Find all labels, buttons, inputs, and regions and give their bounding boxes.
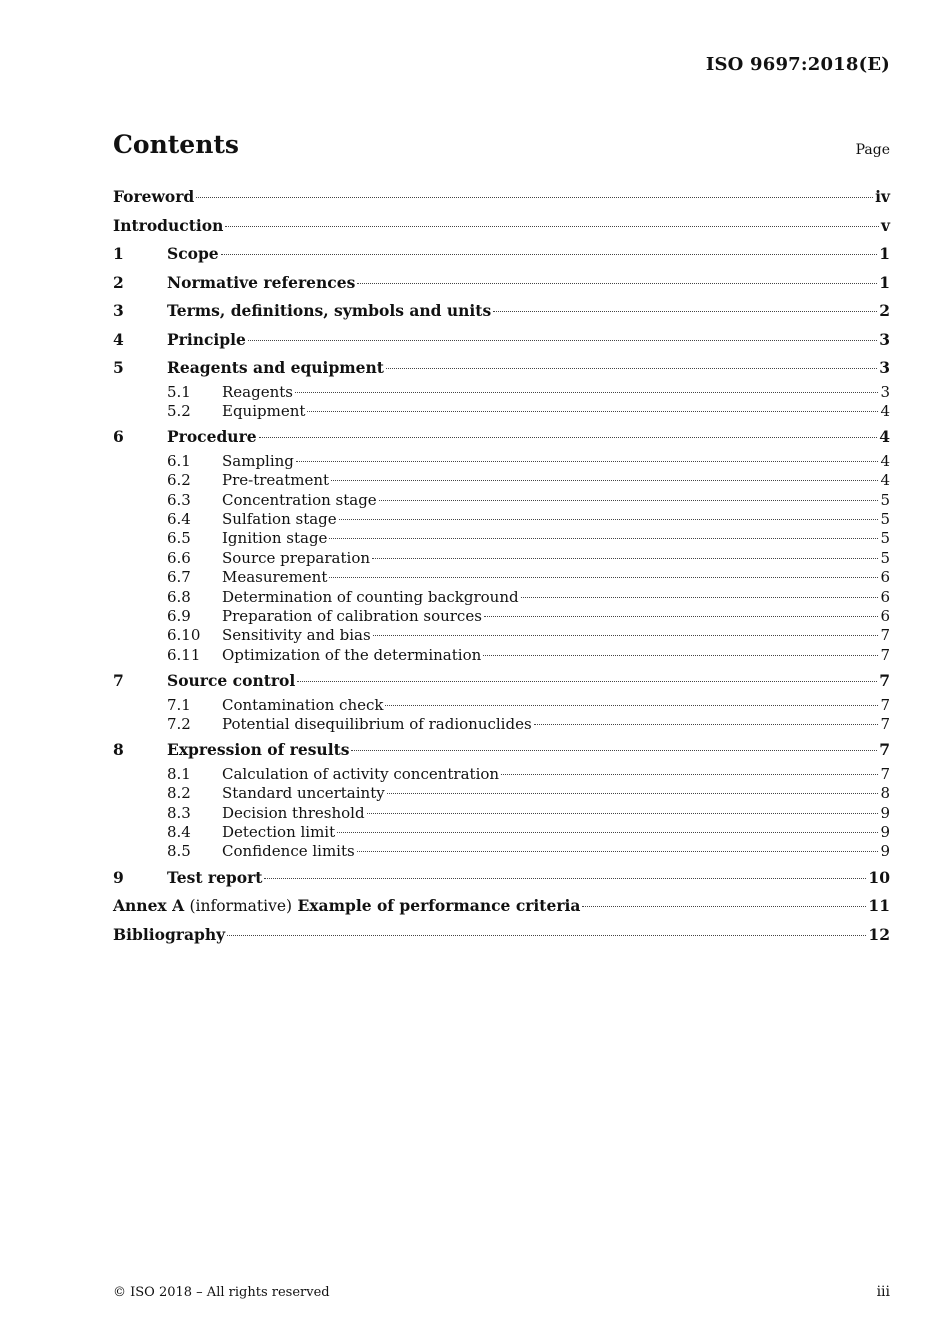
toc-entry-number: 4 (113, 329, 124, 349)
toc-entry-page: 5 (880, 529, 890, 548)
toc-entry[interactable] (113, 326, 890, 355)
toc-entry-label: Standard uncertainty (222, 784, 385, 803)
dot-leader (521, 597, 879, 598)
dot-leader (295, 392, 878, 393)
toc-entry-page: 3 (880, 382, 890, 401)
toc-entry-label: Preparation of calibration sources (222, 606, 482, 625)
toc-entry-page: 10 (868, 867, 890, 887)
toc-entry-label: Optimization of the determination (222, 645, 482, 664)
toc-entry-page: 5 (880, 548, 890, 567)
toc-entry-label: Introduction (113, 215, 224, 235)
dot-leader (331, 480, 878, 481)
toc-entry-number: 6.7 (167, 568, 191, 587)
dot-leader (227, 935, 866, 936)
toc-subentry[interactable] (113, 715, 890, 734)
toc-entry-number: 2 (113, 272, 124, 292)
contents-heading: Contents (113, 130, 240, 159)
toc-entry-page: 5 (880, 509, 890, 528)
toc-entry[interactable] (113, 240, 890, 269)
toc-entry-page: 3 (879, 358, 890, 377)
dot-leader (501, 774, 878, 775)
dot-leader (357, 851, 879, 852)
toc-entry-label: Ignition stage (222, 529, 328, 548)
toc-entry-label: Contamination check (222, 695, 384, 714)
toc-entry-label: Determination of counting background (222, 587, 519, 606)
toc-entry-page: v (880, 215, 890, 235)
dot-leader (264, 878, 866, 879)
toc-entry[interactable] (113, 354, 890, 383)
toc-entry-label: Terms, definitions, symbols and units (167, 301, 492, 320)
toc-entry[interactable] (113, 269, 890, 298)
toc-subentry[interactable] (113, 765, 890, 784)
dot-leader (297, 681, 877, 682)
toc-entry-page: 7 (880, 645, 890, 664)
toc-entry-page: 2 (879, 301, 890, 320)
toc-entry-label: Source preparation (222, 548, 371, 567)
toc-entry[interactable] (113, 921, 890, 950)
toc-entry-label: Confidence limits (222, 842, 355, 861)
dot-leader (582, 906, 866, 907)
toc-entry-label: Source control (167, 671, 296, 691)
toc-entry[interactable] (113, 183, 890, 212)
toc-entry-label: Equipment (222, 401, 306, 420)
toc-entry-number: 8.3 (167, 803, 191, 822)
dot-leader (307, 411, 878, 412)
dot-leader (367, 813, 879, 814)
toc-entry-number: 6.10 (167, 626, 201, 645)
toc-entry-page: 4 (879, 427, 890, 447)
toc-subentry[interactable] (113, 804, 890, 823)
toc-subentry[interactable] (113, 607, 890, 626)
toc-entry-label: Pre-treatment (222, 471, 330, 490)
toc-entry-page: 1 (879, 244, 890, 263)
toc-entry-label: Reagents and equipment (167, 358, 384, 377)
page-number: iii (876, 1284, 890, 1300)
toc-entry-label: Sensitivity and bias (222, 626, 371, 645)
toc-entry-label (113, 892, 580, 921)
annex-title: Example of performance criteria (297, 896, 581, 916)
toc-entry-number: 6.4 (167, 509, 191, 528)
dot-leader (329, 577, 878, 578)
toc-entry[interactable] (113, 864, 890, 893)
dot-leader (372, 558, 878, 559)
toc-entry-page: 5 (880, 490, 890, 509)
toc-entry-page: 4 (880, 471, 890, 490)
toc-entry-page: 7 (879, 740, 890, 760)
dot-leader (385, 705, 878, 706)
dot-leader (259, 437, 878, 438)
dot-leader (296, 461, 879, 462)
toc-entry-number: 6.11 (167, 645, 201, 664)
toc-entry-number: 8.4 (167, 823, 191, 842)
toc-subentry[interactable] (113, 510, 890, 529)
toc-subentry[interactable] (113, 823, 890, 842)
toc-entry-label: Reagents (222, 382, 293, 401)
toc-entry-label: Test report (167, 867, 263, 887)
dot-leader (534, 724, 879, 725)
toc-entry-number: 7.2 (167, 714, 191, 733)
toc-entry-number: 9 (113, 867, 124, 887)
toc-entry-number: 6.5 (167, 529, 191, 548)
toc-entry-page: 9 (880, 803, 890, 822)
document-id: ISO 9697:2018(E) (705, 54, 890, 75)
toc-entry-number: 6.6 (167, 548, 191, 567)
dot-leader (339, 519, 879, 520)
toc-subentry[interactable] (113, 452, 890, 471)
toc-subentry[interactable] (113, 626, 890, 645)
dot-leader (329, 538, 878, 539)
toc-entry-number: 6 (113, 427, 124, 447)
dot-leader (483, 655, 878, 656)
toc-entry[interactable] (113, 212, 890, 241)
toc-entry-page: 7 (879, 671, 890, 691)
toc-entry-label: Procedure (167, 427, 257, 447)
toc-subentry[interactable] (113, 383, 890, 402)
annex-informative-tag: (informative) (189, 897, 293, 916)
toc-entry-page: 4 (880, 401, 890, 420)
toc-subentry[interactable] (113, 646, 890, 665)
toc-subentry[interactable] (113, 471, 890, 490)
dot-leader (196, 197, 873, 198)
dot-leader (351, 750, 877, 751)
dot-leader (225, 226, 879, 227)
toc-entry-page: 1 (879, 272, 890, 292)
toc-entry-number: 6.1 (167, 451, 191, 470)
toc-entry-page: 9 (880, 842, 890, 861)
toc-entry[interactable] (113, 297, 890, 326)
toc-entry-number: 6.9 (167, 606, 191, 625)
toc-entry-page: 8 (880, 784, 890, 803)
copyright-notice: © ISO 2018 – All rights reserved (113, 1285, 330, 1300)
toc-entry-label: Foreword (113, 187, 195, 206)
toc-entry-page: 7 (880, 764, 890, 783)
toc-entry-number: 6.8 (167, 587, 191, 606)
toc-entry-page: 6 (880, 587, 890, 606)
toc-entry[interactable] (113, 892, 890, 921)
toc-entry-label: Potential disequilibrium of radionuclides (222, 714, 532, 733)
toc-subentry[interactable] (113, 842, 890, 861)
toc-entry-label: Calculation of activity concentration (222, 764, 500, 783)
table-of-contents (113, 183, 890, 949)
toc-entry[interactable] (113, 736, 890, 765)
toc-entry-number: 6.2 (167, 471, 191, 490)
dot-leader (484, 616, 879, 617)
toc-entry-label: Scope (167, 244, 219, 263)
annex-number: Annex A (113, 896, 185, 916)
toc-entry-page: 6 (880, 606, 890, 625)
toc-entry-number: 5.1 (167, 382, 191, 401)
toc-subentry[interactable] (113, 588, 890, 607)
dot-leader (357, 283, 877, 284)
toc-entry-label: Measurement (222, 568, 328, 587)
dot-leader (386, 368, 877, 369)
dot-leader (248, 340, 877, 341)
toc-entry-number: 3 (113, 301, 124, 320)
toc-entry-page: 7 (880, 695, 890, 714)
toc-entry-page: 3 (879, 329, 890, 349)
toc-entry-number: 8 (113, 740, 124, 760)
dot-leader (337, 832, 878, 833)
toc-entry-label: Decision threshold (222, 803, 365, 822)
toc-entry-number: 8.5 (167, 842, 191, 861)
toc-entry-page: 7 (880, 626, 890, 645)
toc-entry-number: 7 (113, 671, 124, 691)
toc-entry-label: Normative references (167, 272, 356, 292)
toc-entry-label: Detection limit (222, 823, 336, 842)
toc-entry-page: 11 (868, 896, 890, 916)
toc-entry[interactable] (113, 667, 890, 696)
dot-leader (373, 635, 879, 636)
toc-subentry[interactable] (113, 784, 890, 803)
dot-leader (221, 254, 878, 255)
toc-entry-label: Principle (167, 329, 246, 349)
toc-entry-number: 1 (113, 244, 124, 263)
dot-leader (493, 311, 877, 312)
toc-subentry[interactable] (113, 696, 890, 715)
toc-entry-label: Sulfation stage (222, 509, 337, 528)
toc-entry-number: 6.3 (167, 490, 191, 509)
toc-entry-page: 4 (880, 451, 890, 470)
toc-entry-number: 5.2 (167, 401, 191, 420)
dot-leader (387, 793, 879, 794)
dot-leader (379, 500, 879, 501)
toc-entry-page: iv (875, 187, 890, 206)
toc-subentry[interactable] (113, 529, 890, 548)
toc-subentry[interactable] (113, 491, 890, 510)
toc-entry-number: 8.2 (167, 784, 191, 803)
toc-entry-label: Bibliography (113, 924, 226, 944)
toc-entry-label: Expression of results (167, 740, 350, 760)
toc-entry[interactable] (113, 423, 890, 452)
page-column-label: Page (855, 142, 890, 158)
toc-subentry[interactable] (113, 402, 890, 421)
toc-entry-label: Concentration stage (222, 490, 377, 509)
toc-subentry[interactable] (113, 549, 890, 568)
toc-entry-number: 7.1 (167, 695, 191, 714)
toc-entry-page: 9 (880, 823, 890, 842)
toc-entry-page: 7 (880, 714, 890, 733)
toc-subentry[interactable] (113, 568, 890, 587)
toc-entry-number: 5 (113, 358, 124, 377)
toc-entry-number: 8.1 (167, 764, 191, 783)
toc-entry-label: Sampling (222, 451, 294, 470)
toc-entry-page: 6 (880, 568, 890, 587)
toc-entry-page: 12 (868, 924, 890, 944)
